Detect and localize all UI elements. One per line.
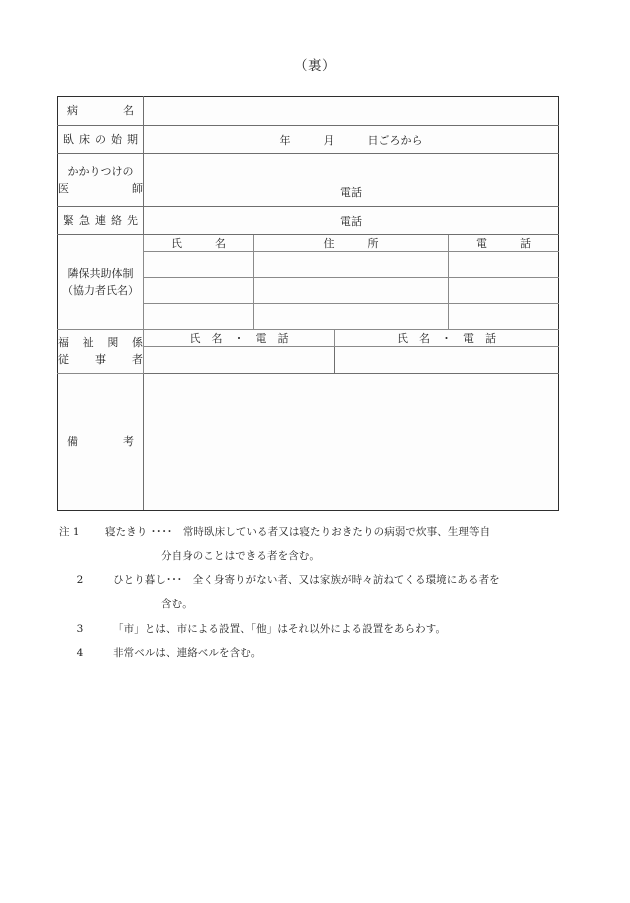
patient-care-form-table [57, 96, 559, 511]
field-family-doctor-phone[interactable]: 電話 [144, 154, 559, 207]
footnotes [57, 521, 572, 667]
table-row-remarks [58, 374, 559, 511]
field-bedridden-start[interactable]: 年 月 日ごろから [144, 126, 559, 154]
field-mutual-aid-name-1[interactable] [144, 252, 254, 278]
label-welfare-worker-line1: 福祉関係 [58, 336, 143, 350]
table-row-mutual-aid-header [58, 235, 559, 252]
footnote-4-number: 4 [76, 647, 84, 660]
footnote-1 [57, 521, 572, 568]
footnote-3-number: 3 [76, 622, 84, 635]
footnote-4-text: 非常ベルは、連絡ベルを含む。 [113, 647, 262, 660]
footnote-2-text: ひとり暮し･･･ 全く身寄りがない者、又は家族が時々訪ねてくる環境にある者を [113, 574, 500, 587]
footnote-1-indent [57, 545, 161, 569]
label-bedridden-start [58, 126, 144, 154]
label-welfare-worker-line2: 従事者 [58, 353, 143, 366]
table-row-family-doctor [58, 154, 559, 207]
column-header-mutual-aid-phone: 電 話 [449, 235, 559, 252]
field-disease-name[interactable] [144, 97, 559, 126]
label-family-doctor [58, 154, 144, 207]
table-row-bedridden-start [58, 126, 559, 154]
footnote-2-number: 2 [76, 574, 84, 587]
footnote-1-continuation: 分自身のことはできる者を含む。 [161, 549, 320, 562]
label-remarks [58, 374, 144, 511]
field-mutual-aid-address-1[interactable] [254, 252, 449, 278]
footnote-4 [57, 642, 572, 666]
footnote-2-indent [57, 593, 161, 617]
field-mutual-aid-name-3[interactable] [144, 304, 254, 330]
field-welfare-worker-1[interactable] [144, 347, 335, 374]
label-mutual-aid [58, 235, 144, 330]
field-welfare-worker-2[interactable] [335, 347, 559, 374]
field-mutual-aid-name-2[interactable] [144, 278, 254, 304]
label-disease-name-text: 病 名 [67, 104, 134, 118]
label-mutual-aid-line2: （協力者氏名） [62, 283, 139, 297]
column-header-mutual-aid-name: 氏 名 [144, 235, 254, 252]
footnote-3 [57, 618, 572, 642]
field-mutual-aid-address-2[interactable] [254, 278, 449, 304]
label-disease-name [58, 97, 144, 126]
footnote-3-text: 「市」とは、市による設置、「他」はそれ以外による設置をあらわす。 [113, 622, 447, 635]
table-row-welfare-worker-header [58, 330, 559, 347]
label-bedridden-start-text: 臥床の始期 [63, 132, 138, 146]
field-mutual-aid-phone-2[interactable] [449, 278, 559, 304]
table-row-disease-name [58, 97, 559, 126]
field-remarks[interactable] [144, 374, 559, 511]
label-mutual-aid-line1: 隣保共助体制 [67, 266, 134, 280]
field-emergency-contact-phone[interactable]: 電話 [144, 207, 559, 235]
column-header-welfare-worker-1: 氏 名 ・ 電 話 [144, 330, 335, 347]
page-title: （裏） [294, 58, 336, 74]
field-mutual-aid-phone-1[interactable] [449, 252, 559, 278]
label-family-doctor-line2: 医 師 [58, 181, 143, 195]
column-header-mutual-aid-address: 住 所 [254, 235, 449, 252]
label-emergency-contact-text: 緊急連絡先 [63, 213, 138, 227]
field-mutual-aid-phone-3[interactable] [449, 304, 559, 330]
footnote-2-continuation: 含む。 [161, 597, 193, 610]
footnote-2 [57, 569, 572, 616]
label-welfare-worker [58, 330, 144, 374]
footnote-1-text: 寝たきり ････ 常時臥床している者又は寝たりおきたりの病弱で炊事、生理等自 [105, 526, 491, 538]
table-row-emergency-contact [58, 207, 559, 235]
field-mutual-aid-address-3[interactable] [254, 304, 449, 330]
label-family-doctor-line1: かかりつけの [67, 164, 134, 178]
label-remarks-text: 備 考 [67, 435, 134, 449]
label-emergency-contact [58, 207, 144, 235]
footnote-1-number: 注 1 [59, 526, 80, 538]
column-header-welfare-worker-2: 氏 名 ・ 電 話 [335, 330, 559, 347]
